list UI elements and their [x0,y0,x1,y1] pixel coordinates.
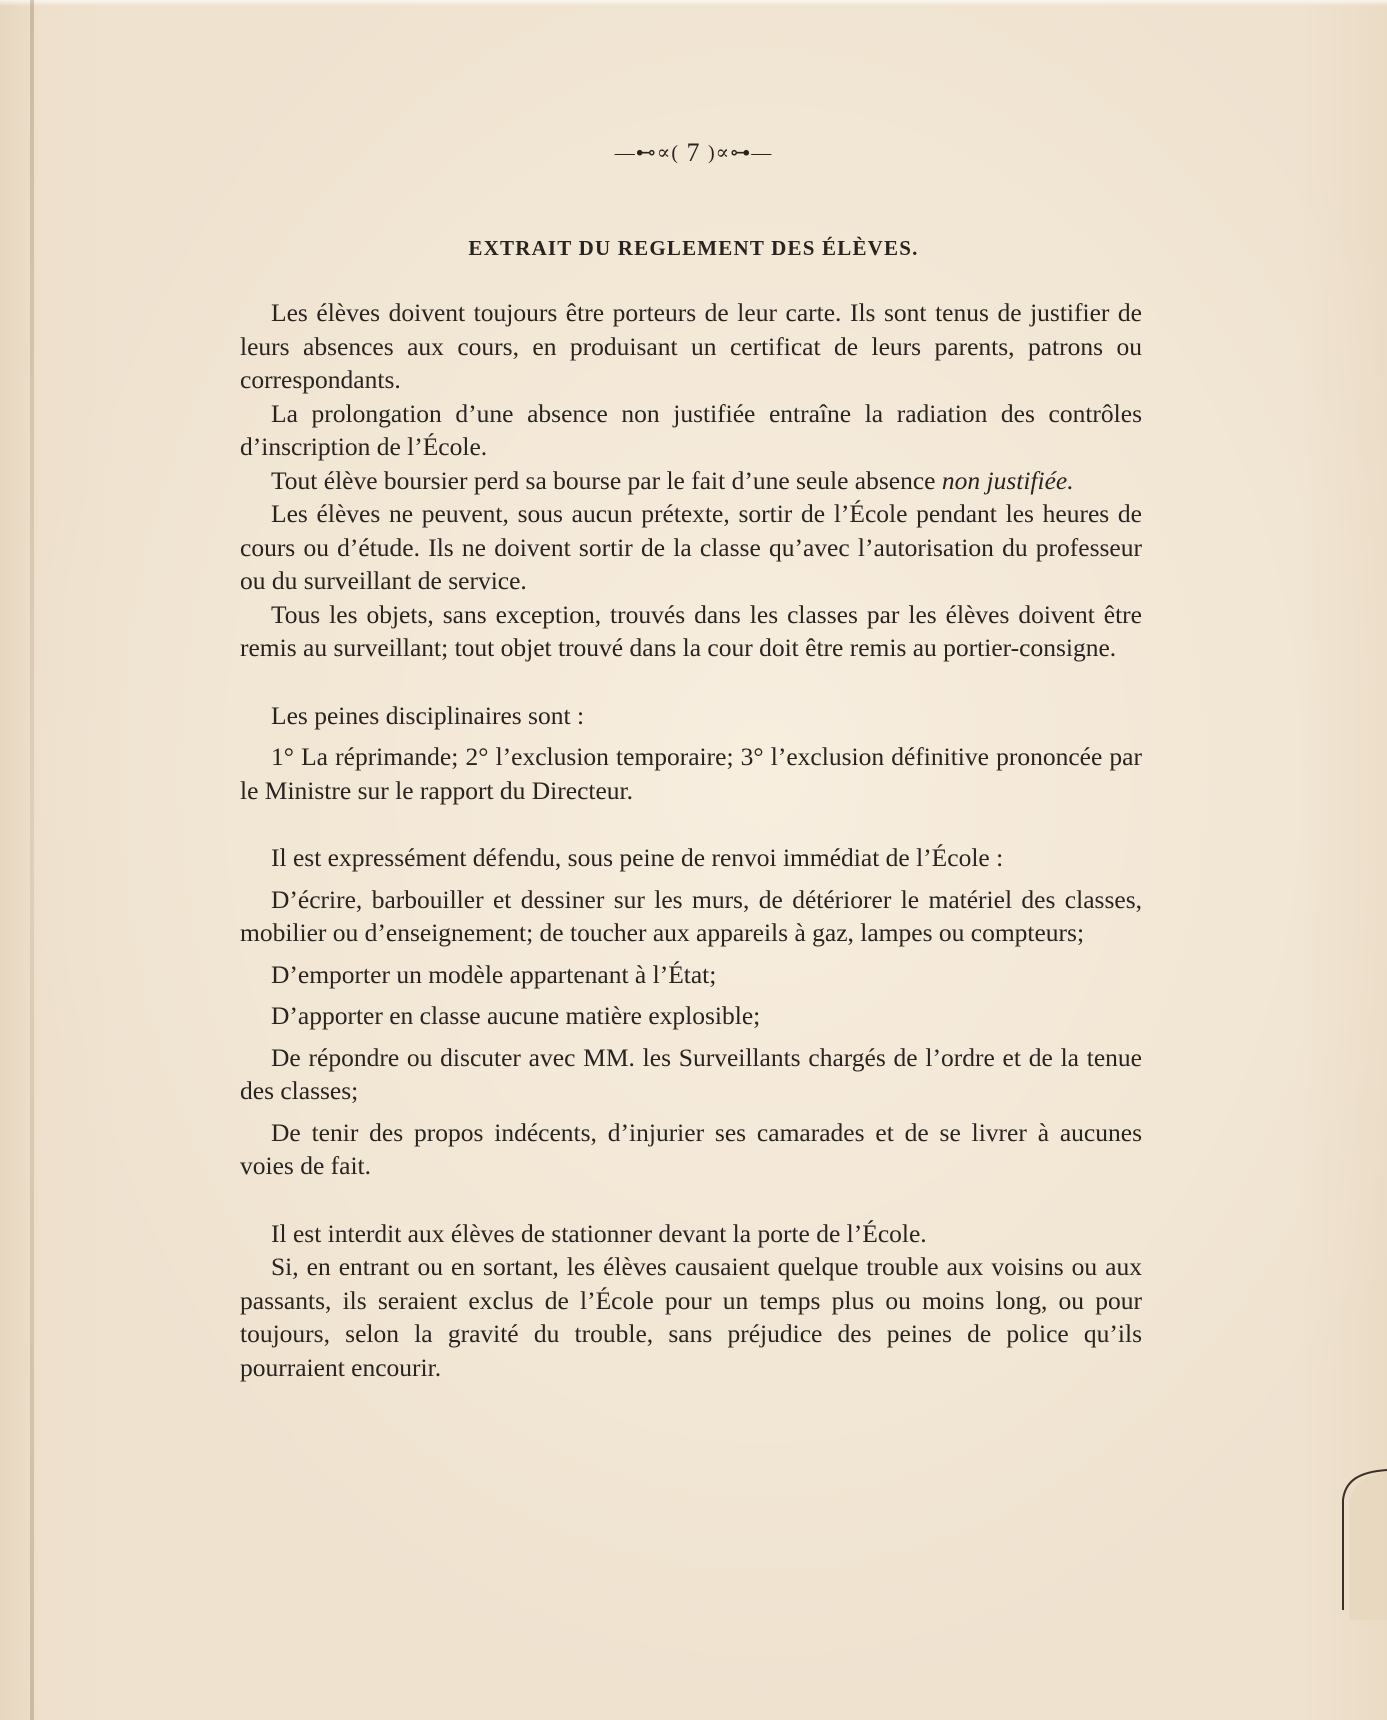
ornament-left: —⊷∝( [614,142,679,164]
paragraph-card: Les élèves doivent toujours être porteurs de leur carte. Ils sont tenus de justifier de leurs absences aux cours, en produisant un certificat de leurs parents, patrons ou correspondants. [240,298,1142,394]
paragraph-boursier-italic: non justifiée. [941,465,1074,495]
paragraph-explosible: D’apporter en classe aucune matière explosible; [271,1001,761,1030]
page-number: 7 [686,138,701,167]
paragraph-peines-heading: Les peines disciplinaires sont : [271,700,585,730]
paragraph-sortie: Les élèves ne peuvent, sous aucun prétexte, sortir de l’École pendant les heures de cours ou d’étude. Ils ne doivent sortir de la classe qu’avec l’autorisation du professeur ou du surveillant de service. [240,499,1142,595]
paragraph-objets: Tous les objets, sans exception, trouvés dans les classes par les élèves doivent être remis au surveillant; tout objet trouvé dans la cour doit être remis au portier-consigne. [240,599,1142,662]
paragraph-defendu-heading: Il est expressément défendu, sous peine de renvoi immédiat de l’École : [271,843,1004,872]
ornament-right: )∝⊶— [708,142,773,164]
page-number-header [0,138,1387,168]
paragraph-boursier [240,464,1142,498]
section-title: EXTRAIT DU REGLEMENT DES ÉLÈVES. [468,236,919,260]
page-top-edge [0,0,1387,6]
body-text [240,296,1142,1384]
paragraph-boursier-text: Tout élève boursier perd sa bourse par le fait d’une seule absence [271,465,942,495]
paragraph-modele: D’emporter un modèle appartenant à l’État; [271,959,717,989]
paragraph-surveillants: De répondre ou discuter avec MM. les Surveillants chargés de l’ordre et de la tenue des classes; [240,1042,1142,1105]
paragraph-propos: De tenir des propos indécents, d’injurier ses camarades et de se livrer à aucunes voies de fait. [240,1117,1142,1180]
paragraph-trouble: Si, en entrant ou en sortant, les élèves causaient quelque trouble aux voisins ou aux passants, ils seraient exclus de l’École pour un temps plus ou moins long, ou pour toujours, selon la gravité du trouble, sans préjudice des peines de police qu’ils pourraient encourir. [240,1252,1142,1382]
page-corner-curl [1317,1460,1387,1620]
paragraph-prolongation: La prolongation d’une absence non justifiée entraîne la radiation des contrôles d’inscription de l’École. [240,398,1142,461]
paragraph-peines-list: 1° La réprimande; 2° l’exclusion temporaire; 3° l’exclusion définitive prononcée par le Ministre sur le rapport du Directeur. [240,742,1142,805]
paragraph-murs: D’écrire, barbouiller et dessiner sur les murs, de détériorer le matériel des classes, mobilier ou d’enseignement; de toucher aux appareils à gaz, lampes ou compteurs; [240,884,1142,947]
paragraph-stationner: Il est interdit aux élèves de stationner devant la porte de l’École. [271,1218,927,1248]
